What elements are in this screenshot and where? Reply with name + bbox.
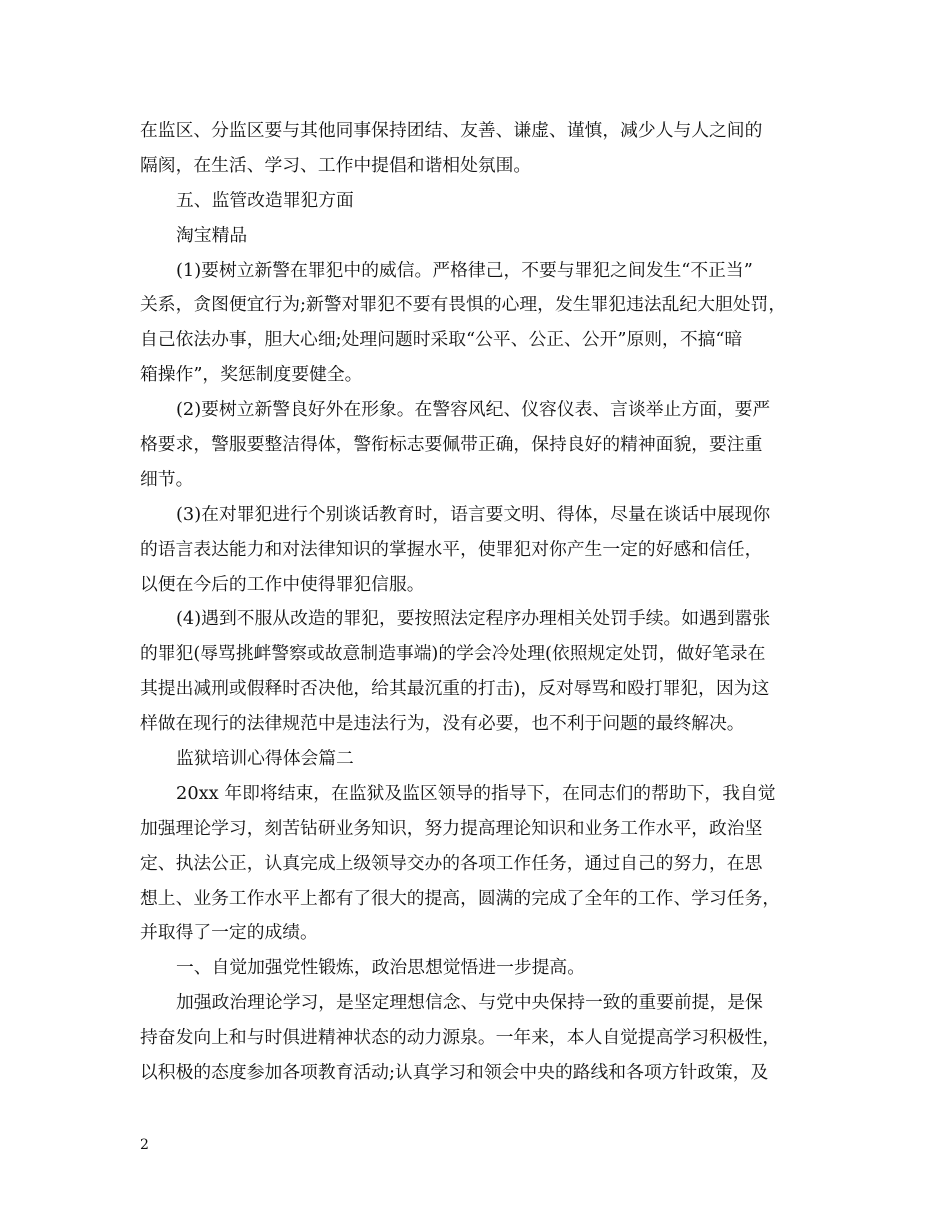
text-line: 淘宝精品 — [176, 224, 248, 246]
text-line: (4)遇到不服从改造的罪犯，要按照法定程序办理相关处罚手续。如遇到嚣张 — [176, 608, 771, 630]
text-line: 其提出减刑或假释时否决他，给其最沉重的打击)，反对辱骂和殴打罪犯，因为这 — [140, 678, 770, 700]
text-line: 细节。 — [140, 468, 194, 490]
text-line: 以积极的态度参加各项教育活动;认真学习和领会中央的路线和各项方针政策，及 — [140, 1062, 769, 1084]
text-line: 持奋发向上和与时俱进精神状态的动力源泉。一年来，本人自觉提高学习积极性， — [140, 1027, 781, 1049]
section-heading: 监狱培训心得体会篇二 — [176, 748, 354, 770]
text-line: 在监区、分监区要与其他同事保持团结、友善、谦虚、谨慎，减少人与人之间的 — [140, 120, 763, 141]
text-line: (2)要树立新警良好外在形象。在警容风纪、仪容仪表、言谈举止方面，要严 — [176, 399, 771, 421]
text-line: (3)在对罪犯进行个别谈话教育时，语言要文明、得体，尽量在谈话中展现你 — [176, 503, 771, 525]
text-line: 定、执法公正，认真完成上级领导交办的各项工作任务，通过自己的努力，在思 — [140, 852, 763, 874]
text-line: 并取得了一定的成绩。 — [140, 922, 318, 944]
text-line: 自己依法办事，胆大心细;处理问题时采取“公平、公正、公开”原则，不搞“暗 — [140, 329, 743, 351]
text-line: 加强政治理论学习，是坚定理想信念、与党中央保持一致的重要前提，是保 — [176, 992, 763, 1014]
page-number: 2 — [140, 1137, 149, 1153]
text-line: 的语言表达能力和对法律知识的掌握水平，使罪犯对你产生一定的好感和信任， — [140, 538, 763, 560]
section-heading: 五、监管改造罪犯方面 — [176, 189, 354, 211]
text-line: 加强理论学习，刻苦钻研业务知识，努力提高理论知识和业务工作水平，政治坚 — [140, 817, 763, 839]
text-line: 格要求，警服要整洁得体，警衔标志要佩带正确，保持良好的精神面貌，要注重 — [140, 434, 763, 456]
body-text — [140, 114, 812, 1091]
section-heading: 一、自觉加强党性锻炼，政治思想觉悟进一步提高。 — [176, 957, 585, 979]
text-line: 以便在今后的工作中使得罪犯信服。 — [140, 573, 425, 595]
text-line: 想上、业务工作水平上都有了很大的提高，圆满的完成了全年的工作、学习任务， — [140, 887, 781, 909]
text-line: 样做在现行的法律规范中是违法行为，没有必要，也不利于问题的最终解决。 — [140, 713, 745, 735]
text-line: (1)要树立新警在罪犯中的威信。严格律己，不要与罪犯之间发生“不正当” — [176, 259, 753, 281]
text-line: 隔阂，在生活、学习、工作中提倡和谐相处氛围。 — [140, 154, 532, 176]
text-line: 20xx 年即将结束，在监狱及监区领导的指导下，在同志们的帮助下，我自觉 — [176, 782, 776, 804]
text-line: 关系，贪图便宜行为;新警对罪犯不要有畏惧的心理，发生罪犯违法乱纪大胆处罚， — [140, 294, 787, 316]
text-line: 箱操作”，奖惩制度要健全。 — [140, 364, 363, 386]
text-line: 的罪犯(辱骂挑衅警察或故意制造事端)的学会冷处理(依照规定处罚，做好笔录在 — [140, 643, 766, 665]
